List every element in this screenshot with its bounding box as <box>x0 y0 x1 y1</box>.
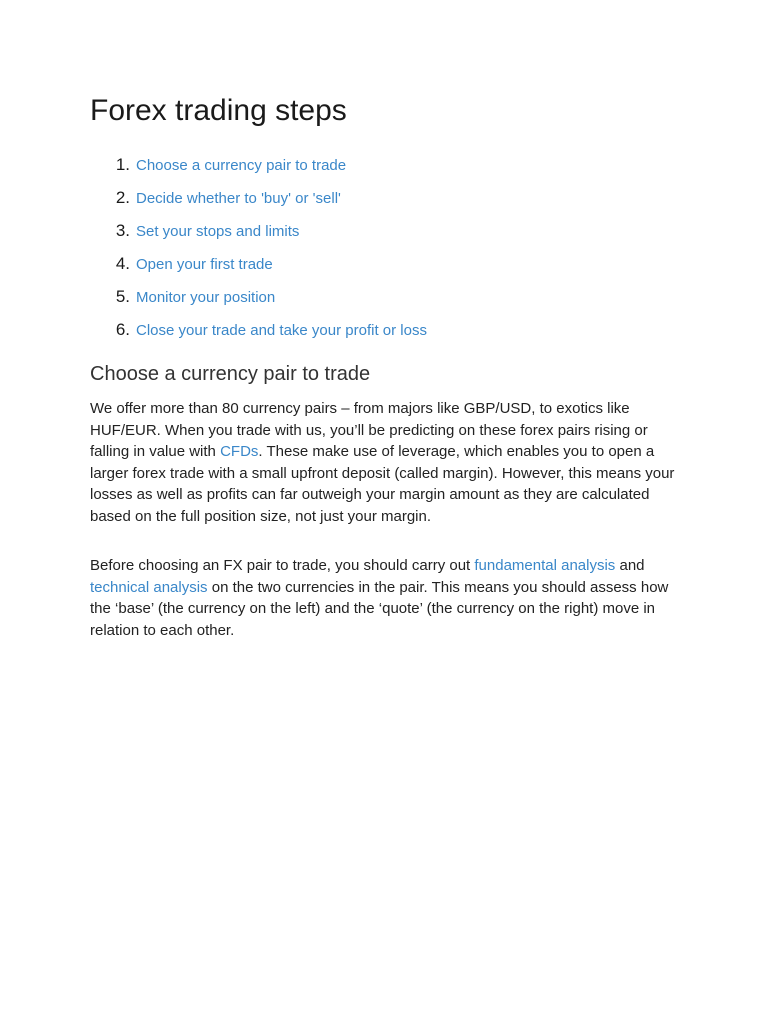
list-item <box>90 285 427 318</box>
paragraph-text: on the two currencies in the pair. This means you should assess how the ‘base’ (the currency on the left) and the ‘quote’ (the currency on the right) move in relation to each other. <box>90 578 669 639</box>
step-link-buy-or-sell[interactable]: Decide whether to 'buy' or 'sell' <box>136 190 341 207</box>
step-link-stops-limits[interactable]: Set your stops and limits <box>136 223 300 240</box>
step-link-choose-pair[interactable]: Choose a currency pair to trade <box>136 157 347 174</box>
page-title: Forex trading steps <box>90 94 347 127</box>
step-link-open-trade[interactable]: Open your first trade <box>136 256 273 273</box>
cfds-link[interactable]: CFDs <box>220 443 259 460</box>
fundamental-analysis-link[interactable]: fundamental analysis <box>474 557 616 574</box>
step-number: 6. <box>115 320 130 339</box>
paragraph-text: We offer more than 80 currency pairs – from majors like GBP/USD, to exotics like HUF/EUR. When you trade with us, you’ll be predicting on these forex pairs rising or falling in value with <box>90 400 648 460</box>
paragraph-text: Before choosing an FX pair to trade, you should carry out <box>90 557 475 574</box>
step-number: 3. <box>115 221 130 240</box>
step-number: 5. <box>115 287 130 306</box>
step-number: 4. <box>115 254 130 273</box>
technical-analysis-link[interactable]: technical analysis <box>90 578 208 596</box>
step-link-close-trade[interactable]: Close your trade and take your profit or loss <box>136 322 427 339</box>
step-link-monitor-position[interactable]: Monitor your position <box>136 289 276 306</box>
list-item <box>90 318 427 351</box>
paragraph-currency-pairs <box>90 398 685 527</box>
paragraph-text: and <box>615 557 645 574</box>
list-item <box>90 252 427 285</box>
section-heading: Choose a currency pair to trade <box>90 363 371 385</box>
list-item <box>90 219 427 252</box>
list-item <box>90 153 427 186</box>
paragraph-analysis <box>90 555 685 641</box>
paragraph-text: . These make use of leverage, which enables you to open a larger forex trade with a small upfront deposit (called margin). However, this means your losses as well as profits can far outweigh your margin amount as they are calculated based on the full position size, not just your margin. <box>90 443 675 525</box>
step-number: 2. <box>115 188 130 207</box>
step-number: 1. <box>115 155 130 174</box>
steps-list <box>90 153 427 351</box>
list-item <box>90 186 427 219</box>
